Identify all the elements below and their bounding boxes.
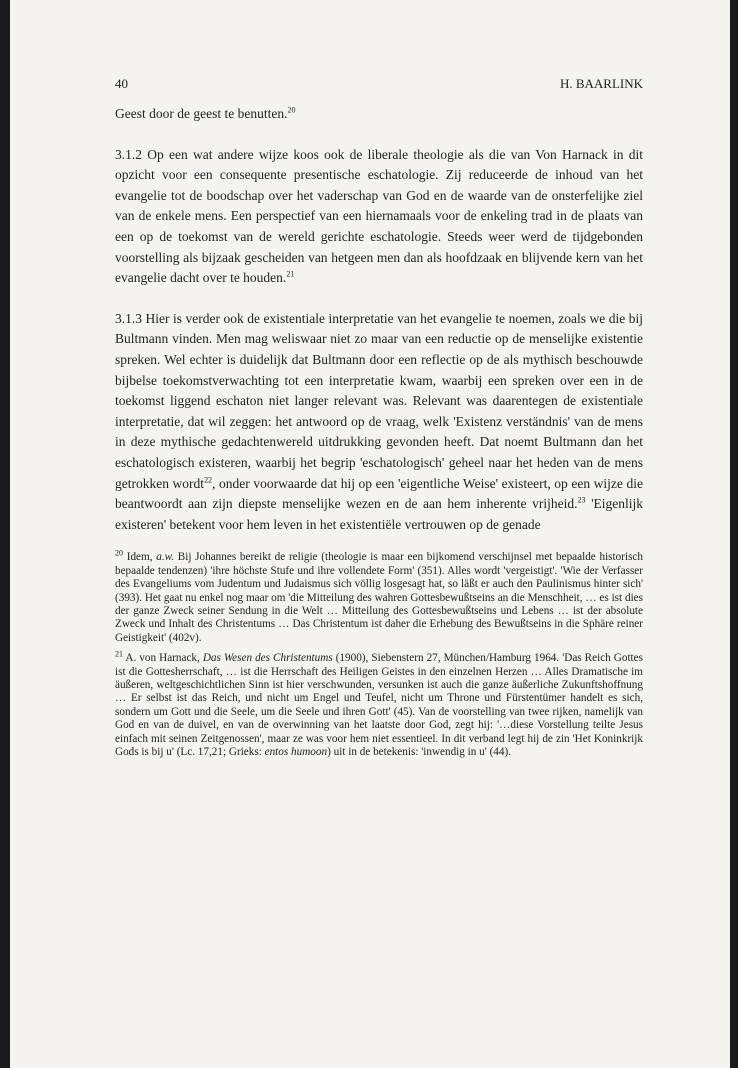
paragraph-3-1-3 [115,309,643,536]
page-content [115,76,643,766]
running-head-author: H. BAARLINK [559,76,643,91]
paragraph-text: 3.1.2 Op een wat andere wijze koos ook de liberale theologie als die van Von Harnack in dit opzicht voor een consequente presentische eschatologie. Zij reduceerde de inhoud van het evangelie tot de boodschap over het vaderschap van God en de waarde van de onsterfelijke ziel van de enkele mens. Een perspectief van een hiernamaals voor de enkeling trad in de plaats van een op de toekomst van de wereld gerichte eschatologie. Steeds weer werd de tijdgebonden voorstelling als bijzaak gescheiden van hetgeen men dan als hoofdzaak en blijvende kern van het evangelie dacht over te houden. [115,146,643,286]
footnote-ref: 23 [577,495,586,505]
footnote-number: 20 [115,548,123,558]
footnote-text: A. von Harnack, [123,652,203,665]
footnote-text: Bij Johannes bereikt de religie (theologie is maar een bijkomend verschijnsel met bepaalde historisch bepaalde tendenzen) 'ihre höchste Stufe und ihre vollendete Form' (351). Alles wordt 'vergeistigt'. 'Wie der Verfasser des Evangeliums vom Judentum und Judaismus sich völlig losgesagt hat, so läßt er auch den Paulinismus hinter sich' (393). Het gaat nu enkel nog maar om 'die Mitteilung des wahren Gottesbewußtseins an die Menschheit, … es ist dies der ganze Zweck seiner Sendung in die Welt … Mitteilung des Gottesbewußtseins und Lebens … ist der absolute Zweck und Inhalt des Christentums … Das Christentum ist daher die Erhebung des Bewußtseins in die Sphäre reiner Geistigkeit' (402v). [115,551,643,644]
footnote-text: ) uit in de betekenis: 'inwendig in u' (44). [327,745,512,758]
footnote-text: Idem, [123,551,157,564]
footnote-text: (1900), Siebenstern 27, München/Hamburg 1964. 'Das Reich Gottes ist die Gottesherrschaft, … ist die Herrschaft des Heiligen Geistes in den einzelnen Herzen … Alles Dramatische im äußeren, weltgeschichtlichen Sinn ist hier verschwunden, versunken ist auch die ganze äußerliche Zukunftshoffnung … Er selbst ist das Reich, und nicht um Engel und Teufel, nicht um Throne und Fürstentümer handelt es sich, sondern um Gott und die Seele, um die Seele und ihren Gott' (45). Van de voorstelling van twee rijken, namelijk van God en van de duivel, en van de overwinning van het laatste door God, zegt hij: '…diese Vorstellung teilte Jesus einfach mit seinen Zeitgenossen', maar ze was voor hem niet essentieel. In dit verband legt hij de zin 'Het Koninkrijk Gods is bij u' (Lc. 17,21; Grieks: [115,652,643,758]
footnote-ref: 20 [287,105,296,115]
footnote-italic: a.w. [156,551,175,564]
footnote-ref: 22 [204,475,213,484]
footnote-italic: entos humoon [264,745,328,758]
footnotes [115,548,643,759]
paragraph-text: Geest door de geest te benutten. [115,106,288,121]
paragraph-text: , onder voorwaarde dat hij op een 'eigentliche Weise' existeert, op een wijze die beantwoordt aan zijn diepste menselijke wezen en de aan hem inherente vrijheid. [115,475,643,512]
footnote-number: 21 [115,649,123,659]
page-number: 40 [115,76,128,91]
paragraph-continuation [115,104,643,125]
footnote-20 [115,548,643,645]
document-page [10,0,730,1068]
footnote-21 [115,649,643,759]
paragraph-text: 3.1.3 Hier is verder ook de existentiale interpretatie van het evangelie te noemen, zoals we die bij Bultmann vinden. Men mag weliswaar niet zo maar van een reductie op de menselijke existentie spreken. Wel echter is duidelijk dat Bultmann door een reflectie op de als mythisch beschouwde bijbelse toekomstverwachting tot een interpretatie kwam, waarbij een spreken over een in de toekomst liggend eschaton niet langer relevant was. Relevant was daarentegen de existentiale interpretatie, dat wil zeggen: het antwoord op de vraag, welk 'Existenz verständnis' van de mens in deze mythische gedachtenwereld uitdrukking gevonden heeft. Dat noemt Bultmann dan het eschatologisch existeren, waarbij het begrip 'eschatologisch' geheel naar het heden van de mens getrokken wordt [115,310,643,491]
paragraph-3-1-2 [115,145,643,289]
footnote-book-title: Das Wesen des Christentums [202,652,333,665]
running-head [115,76,643,92]
footnote-ref: 21 [286,269,295,279]
paragraph-text: 'Eigenlijk existeren' betekent voor hem leven in het existentiële vertrouwen op de genade [115,496,643,532]
